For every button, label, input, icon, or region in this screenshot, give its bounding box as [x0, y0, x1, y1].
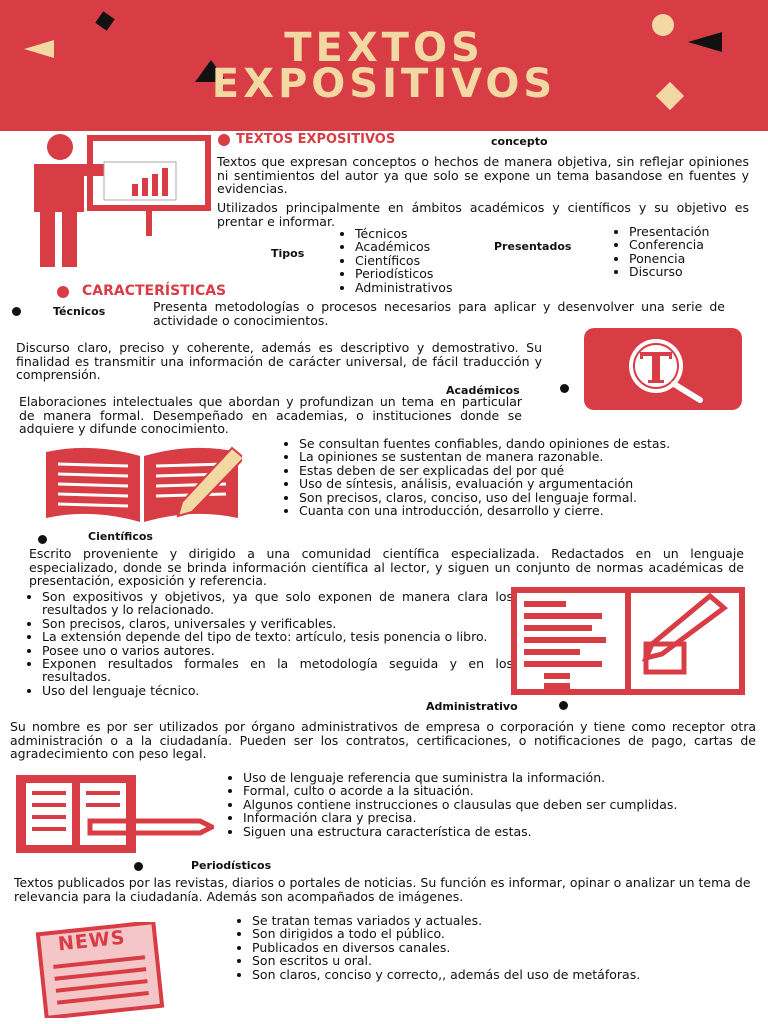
list-item: • Administrativos	[355, 281, 452, 294]
presentados-label: Presentados	[494, 240, 572, 253]
section-bullet	[12, 307, 21, 316]
list-item: • La opiniones se sustentan de manera razonable.	[299, 450, 768, 463]
list-item: • Algunos contiene instrucciones o clausulas que deben ser cumplidas.	[243, 798, 768, 811]
list-item: • Uso de síntesis, análisis, evaluación y argumentación	[299, 477, 768, 490]
open-book-pencil-icon	[42, 442, 242, 528]
list-item: • Periodísticos	[355, 267, 452, 280]
cientificos-label: Científicos	[88, 530, 153, 543]
presenter-icon	[12, 132, 212, 272]
periodisticos-para: Textos publicados por las revistas, diarios o portales de noticias. Su función es informar, opinar o analizar un tema de relevancia para la ciudadanía. Además son acompañados de imágenes.	[14, 875, 751, 904]
intro-heading: TEXTOS EXPOSITIVOS	[236, 132, 396, 147]
academicos-para: Elaboraciones intelectuales que abordan y profundizan un tema en particular de manera formal. Desempeñado en academias, o instituciones donde se adquiere y difunde conocimiento.	[19, 394, 522, 436]
presentados-list	[609, 225, 709, 279]
typography-t-icon	[584, 328, 742, 410]
list-item: • Posee uno o varios autores.	[42, 644, 513, 657]
list-item: • Son precisos, claros, universales y verificables.	[42, 617, 513, 630]
concepto-label: concepto	[491, 135, 548, 148]
tipos-label: Tipos	[271, 247, 305, 260]
administrativo-para: Su nombre es por ser utilizados por órgano administrativos de empresa o corporación y tiene como receptor otra administración o a la ciudadanía. Pueden ser los contratos, certificaciones, o notificaciones de pago, cartas de agradecimiento con peso legal.	[10, 719, 756, 761]
intro-para1: Textos que expresan conceptos o hechos de manera objetiva, sin reflejar opiniones ni sentimientos del autor ya que solo se expone un tema basandose en fuentes y evidencias.	[217, 154, 749, 196]
tecnicos-label: Técnicos	[53, 305, 106, 318]
list-item: • Publicados en diversos canales.	[252, 941, 768, 954]
list-item: • Son escritos u oral.	[252, 954, 768, 967]
list-item: • Son expositivos y objetivos, ya que solo exponen de manera clara los resultados y lo relacionado.	[42, 590, 513, 617]
list-item: • Uso de lenguaje referencia que suministra la información.	[243, 771, 768, 784]
list-item: • Son dirigidos a todo el público.	[252, 927, 768, 940]
caracteristicas-heading: CARACTERÍSTICAS	[82, 283, 227, 299]
list-item: • Científicos	[355, 254, 452, 267]
section-bullet	[559, 701, 568, 710]
news-word: NEWS	[57, 926, 127, 956]
list-item: • Siguen una estructura característica de estas.	[243, 825, 768, 838]
tecnicos-para: Discurso claro, preciso y coherente, además es descriptivo y demostrativo. Su finalidad es transmitir una información de carácter universal, de fácil traducción y comprensión.	[16, 340, 542, 382]
list-item: • Se tratan temas variados y actuales.	[252, 914, 768, 927]
academicos-bullets	[279, 437, 768, 517]
list-item: • La extensión depende del tipo de texto: artículo, tesis ponencia o libro.	[42, 630, 513, 643]
tipos-list	[335, 227, 452, 294]
periodisticos-bullets	[232, 914, 768, 981]
administrativo-bullets	[223, 771, 768, 838]
newspaper-icon	[34, 922, 166, 1018]
intro-para2: Utilizados principalmente en ámbitos académicos y científicos y su objetivo es prentar e informar.	[217, 200, 749, 229]
list-item: • Se consultan fuentes confiables, dando opiniones de estas.	[299, 437, 768, 450]
cientificos-bullets	[22, 590, 513, 697]
heading-bullet	[57, 286, 69, 298]
academicos-label: Académicos	[446, 384, 520, 397]
section-bullet	[38, 535, 47, 544]
list-item: • Cuanta con una introducción, desarrollo y cierre.	[299, 504, 768, 517]
notebook-pencil-icon	[510, 586, 746, 696]
tecnicos-desc: Presenta metodologías o procesos necesarios para aplicar y desenvolver una serie de actividade o conocimientos.	[153, 299, 725, 328]
page-title-line2: EXPOSITIVOS	[211, 61, 557, 107]
periodisticos-label: Periodísticos	[191, 859, 272, 872]
list-item: • Técnicos	[355, 227, 452, 240]
heading-bullet	[218, 134, 230, 146]
list-item: • Presentación	[629, 225, 709, 238]
cientificos-para: Escrito proveniente y dirigido a una comunidad científica especializada. Redactados en un lenguaje especializado, donde se brinda información científica al lector, y siguen un conjunto de normas académicas de presentación, exposición y referencia.	[29, 546, 744, 588]
list-item: • Información clara y precisa.	[243, 811, 768, 824]
list-item: • Discurso	[629, 265, 709, 278]
section-bullet	[134, 862, 143, 871]
list-item: • Académicos	[355, 240, 452, 253]
list-item: • Exponen resultados formales en la metodología seguida y en los resultados.	[42, 657, 513, 684]
list-item: • Estas deben de ser explicadas del por qué	[299, 464, 768, 477]
list-item: • Uso del lenguaje técnico.	[42, 684, 513, 697]
list-item: • Conferencia	[629, 238, 709, 251]
administrativo-label: Administrativo	[426, 700, 518, 713]
list-item: • Son claros, conciso y correcto,, además del uso de metáforas.	[252, 968, 768, 981]
list-item: • Ponencia	[629, 252, 709, 265]
document-pen-icon	[14, 773, 214, 855]
list-item: • Formal, culto o acorde a la situación.	[243, 784, 768, 797]
page-title-line1: TEXTOS	[284, 25, 484, 71]
list-item: • Son precisos, claros, conciso, uso del lenguaje formal.	[299, 491, 768, 504]
section-bullet	[560, 384, 569, 393]
